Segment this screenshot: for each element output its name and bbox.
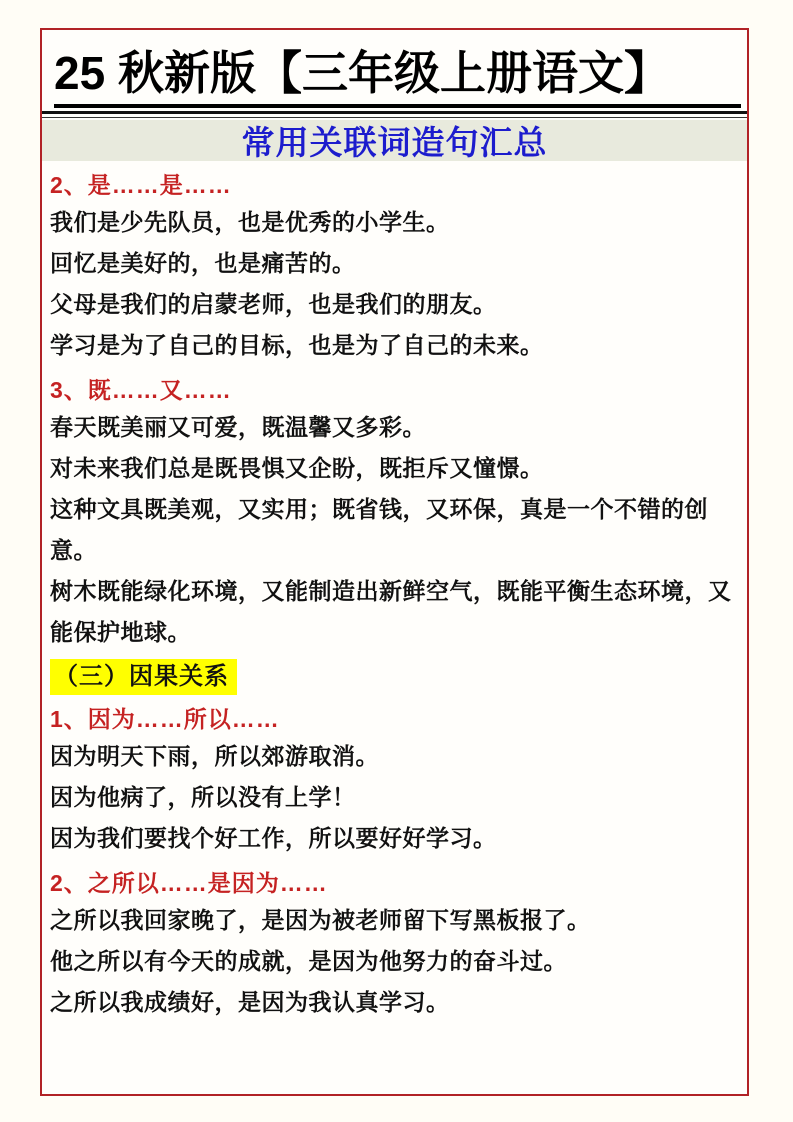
sentence-line: 之所以我回家晚了，是因为被老师留下写黑板报了。 — [50, 907, 591, 933]
sentence-line: 这种文具既美观，又实用；既省钱，又环保，真是一个不错的创意。 — [50, 496, 708, 563]
sentence-line: 因为明天下雨，所以郊游取消。 — [50, 743, 379, 769]
sentence-line: 树木既能绿化环境，又能制造出新鲜空气，既能平衡生态环境，又能保护地球。 — [50, 578, 732, 645]
sentence-line: 回忆是美好的，也是痛苦的。 — [50, 250, 356, 276]
sentence-line: 春天既美丽又可爱，既温馨又多彩。 — [50, 414, 426, 440]
sentence-line: 我们是少先队员，也是优秀的小学生。 — [50, 209, 450, 235]
category-heading-row — [50, 653, 733, 695]
subtitle-banner — [42, 120, 747, 161]
section-heading-zhisuoyi-shiyinwei: 2、之所以……是因为…… — [50, 870, 328, 896]
page-title: 25 秋新版【三年级上册语文】 — [54, 44, 741, 108]
sentence-line: 因为他病了，所以没有上学！ — [50, 784, 356, 810]
sentence-line: 父母是我们的启蒙老师，也是我们的朋友。 — [50, 291, 497, 317]
content-area — [42, 172, 747, 1023]
sentence-line: 因为我们要找个好工作，所以要好好学习。 — [50, 825, 497, 851]
section-heading-ji-you: 3、既……又…… — [50, 377, 232, 403]
sentence-line: 对未来我们总是既畏惧又企盼，既拒斥又憧憬。 — [50, 455, 544, 481]
sentence-line: 他之所以有今天的成就，是因为他努力的奋斗过。 — [50, 948, 567, 974]
category-heading-causal: （三）因果关系 — [50, 659, 237, 695]
title-rule-thick — [42, 111, 747, 114]
page-subtitle: 常用关联词造句汇总 — [241, 124, 548, 161]
section-heading-shi-shi: 2、是……是…… — [50, 172, 232, 198]
sentence-line: 之所以我成绩好，是因为我认真学习。 — [50, 989, 450, 1015]
sentence-line: 学习是为了自己的目标，也是为了自己的未来。 — [50, 332, 544, 358]
red-border-frame — [40, 28, 749, 1096]
section-heading-yinwei-suoyi: 1、因为……所以…… — [50, 706, 280, 732]
